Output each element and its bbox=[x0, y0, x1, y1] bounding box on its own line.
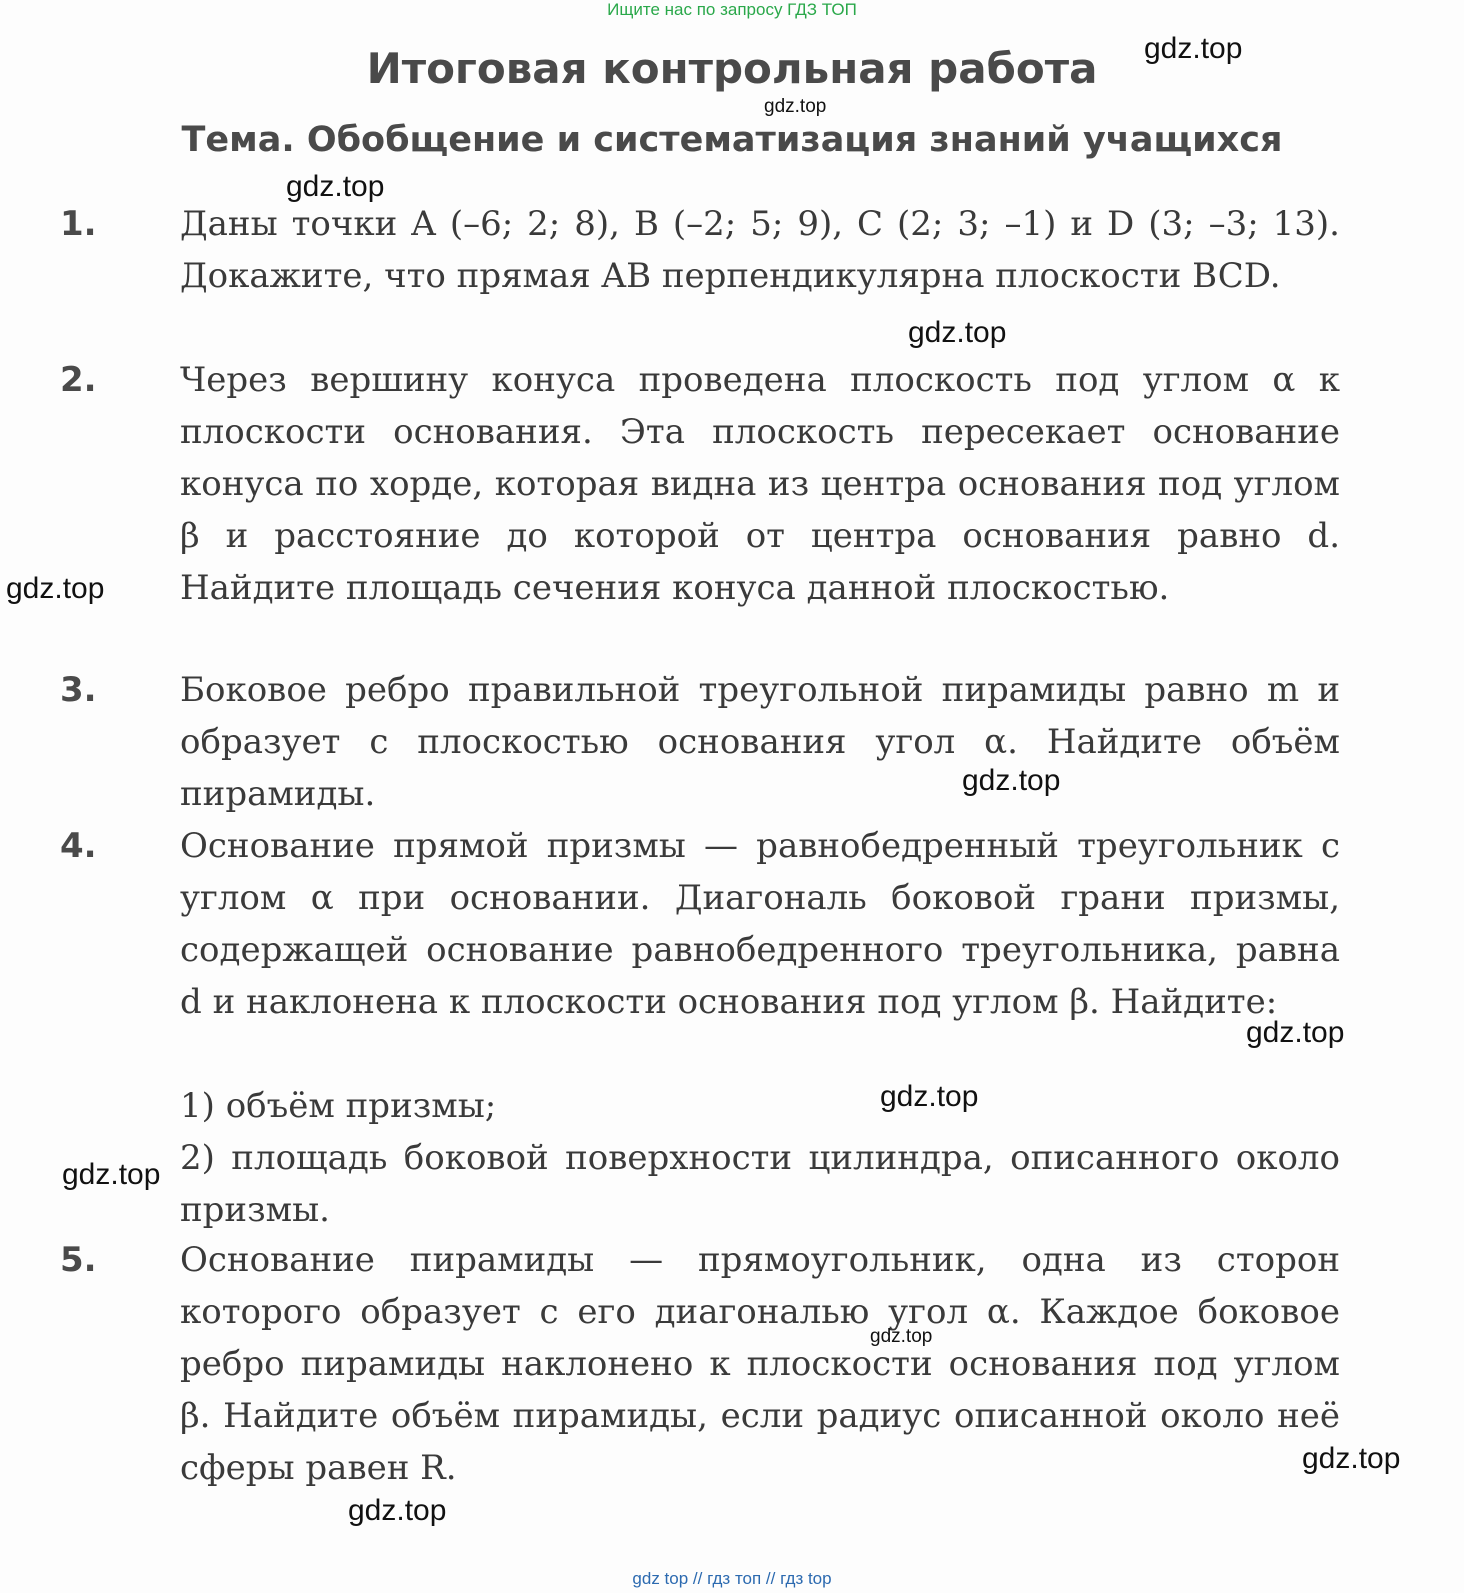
task-text: Основание прямой призмы — равнобедренный треугольник с углом α при основании. Диагональ боковой грани призмы, содержащей основание равнобедренного треугольника, равна d и наклонена к плоскости основания под углом β. Найдите: bbox=[180, 826, 1340, 1022]
watermark: gdz.top bbox=[6, 572, 105, 605]
watermark: gdz.top bbox=[1302, 1442, 1401, 1475]
task-text: Даны точки A (–6; 2; 8), B (–2; 5; 9), C (2; 3; –1) и D (3; –3; 13). Докажите, что прямая AB перпендикулярна плоскости BCD. bbox=[180, 204, 1340, 296]
task-number: 4. bbox=[60, 826, 97, 866]
watermark: gdz.top bbox=[870, 1326, 933, 1347]
watermark: gdz.top bbox=[764, 96, 827, 117]
task-text: Через вершину конуса проведена плоскость под углом α к плоскости основания. Эта плоскость пересекает основание конуса по хорде, которая видна из центра основания под углом β и расстояние до которой от центра основания равно d. Найдите площадь сечения конуса данной плоскостью. bbox=[180, 360, 1340, 608]
task-text: Боковое ребро правильной треугольной пирамиды равно m и образует с плоскостью основания угол α. Найдите объём пирамиды. bbox=[180, 670, 1340, 814]
watermark: gdz.top bbox=[1144, 32, 1243, 65]
task-number: 5. bbox=[60, 1240, 97, 1280]
watermark: gdz.top bbox=[1246, 1016, 1345, 1049]
top-banner: Ищите нас по запросу ГДЗ ТОП bbox=[607, 0, 857, 19]
task-subitem: 2) площадь боковой поверхности цилиндра, описанного около призмы. bbox=[180, 1138, 1340, 1230]
watermark: gdz.top bbox=[348, 1494, 447, 1527]
page-title: Итоговая контрольная работа bbox=[366, 44, 1098, 93]
watermark: gdz.top bbox=[908, 316, 1007, 349]
task-text: Основание пирамиды — прямоугольник, одна из сторон которого образует с его диагональю угол α. Каждое боковое ребро пирамиды наклонено к плоскости основания под углом β. Найдите объём пирамиды, если радиус описанной около неё сферы равен R. bbox=[180, 1240, 1340, 1488]
watermark: gdz.top bbox=[880, 1080, 979, 1113]
watermark: gdz.top bbox=[62, 1158, 161, 1191]
footer-links: gdz top // гдз топ // гдз top bbox=[632, 1569, 832, 1588]
task-subitem: 1) объём призмы; bbox=[180, 1086, 497, 1126]
task-number: 1. bbox=[60, 204, 97, 244]
watermark: gdz.top bbox=[962, 764, 1061, 797]
page-subtitle: Тема. Обобщение и систематизация знаний учащихся bbox=[181, 120, 1283, 160]
task-number: 3. bbox=[60, 670, 97, 710]
watermark: gdz.top bbox=[286, 170, 385, 203]
task-number: 2. bbox=[60, 360, 97, 400]
